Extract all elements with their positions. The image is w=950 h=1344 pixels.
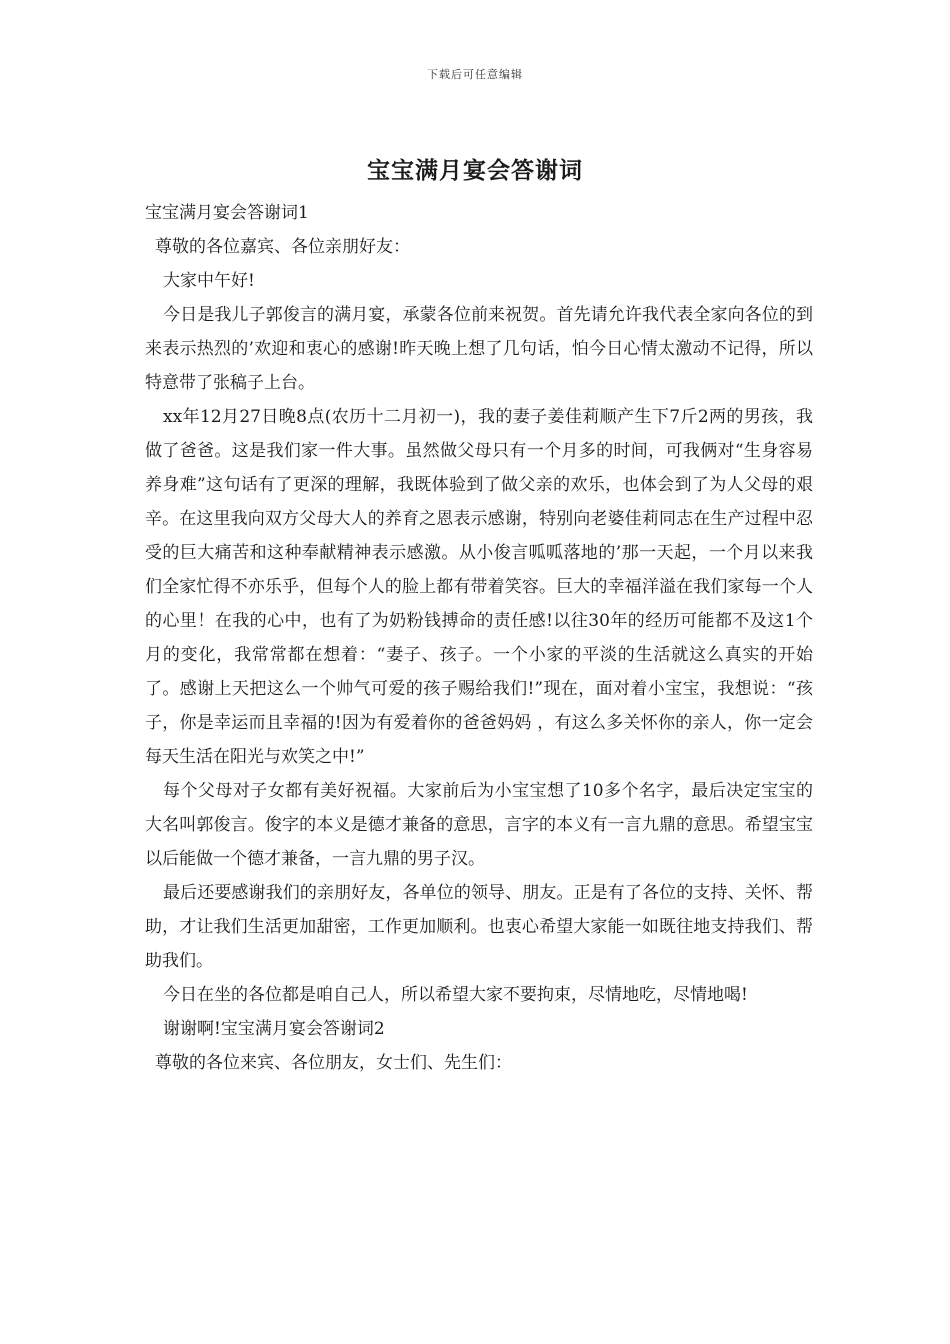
- paragraph: xx年12月27日晚8点(农历十二月初一)，我的妻子姜佳莉顺产生下7斤2两的男孩，我做了爸爸。这是我们家一件大事。虽然做父母只有一个月多的时间，可我俩对“生身容易养身难”这句话有了更深的理解，我既体验到了做父亲的欢乐，也体会到了为人父母的艰辛。在这里我向双方父母大人的养育之恩表示感谢，特别向老婆佳莉同志在生产过程中忍受的巨大痛苦和这种奉献精神表示感激。从小俊言呱呱落地的’那一天起，一个月以来我们全家忙得不亦乐乎，但每个人的脸上都有带着笑容。巨大的幸福洋溢在我们家每一个人的心里！在我的心中，也有了为奶粉钱搏命的责任感!以往30年的经历可能都不及这1个月的变化，我常常都在想着：“妻子、孩子。一个小家的平淡的生活就这么真实的开始了。感谢上天把这么一个帅气可爱的孩子赐给我们!”现在，面对着小宝宝，我想说：“孩子，你是幸运而且幸福的!因为有爱着你的爸爸妈妈 ，有这么多关怀你的亲人，你一定会每天生活在阳光与欢笑之中!”: [145, 407, 813, 767]
- paragraph: 宝宝满月宴会答谢词1: [145, 203, 309, 223]
- paragraph: 今日在坐的各位都是咱自己人，所以希望大家不要拘束，尽情地吃，尽情地喝!: [163, 985, 748, 1005]
- paragraph: 尊敬的各位来宾、各位朋友，女士们、先生们：: [155, 1053, 512, 1073]
- paragraph: 今日是我儿子郭俊言的满月宴，承蒙各位前来祝贺。首先请允许我代表全家向各位的到来表示热烈的’欢迎和衷心的感谢!昨天晚上想了几句话，怕今日心情太激动不记得，所以特意带了张稿子上台。: [145, 305, 813, 393]
- paragraph: 每个父母对子女都有美好祝福。大家前后为小宝宝想了10多个名字，最后决定宝宝的大名叫郭俊言。俊字的本义是德才兼备的意思，言字的本义有一言九鼎的意思。希望宝宝以后能做一个德才兼备，一言九鼎的男子汉。: [145, 781, 813, 869]
- paragraph: 谢谢啊!宝宝满月宴会答谢词2: [163, 1019, 385, 1039]
- header-note: 下载后可任意编辑: [427, 68, 523, 81]
- document-title: 宝宝满月宴会答谢词: [367, 157, 583, 184]
- paragraph: 大家中午好!: [163, 271, 255, 291]
- paragraph: 最后还要感谢我们的亲朋好友，各单位的领导、朋友。正是有了各位的支持、关怀、帮助，才让我们生活更加甜密，工作更加顺利。也衷心希望大家能一如既往地支持我们、帮助我们。: [145, 883, 813, 971]
- document-body: [145, 196, 813, 1080]
- paragraph: 尊敬的各位嘉宾、各位亲朋好友：: [155, 237, 410, 257]
